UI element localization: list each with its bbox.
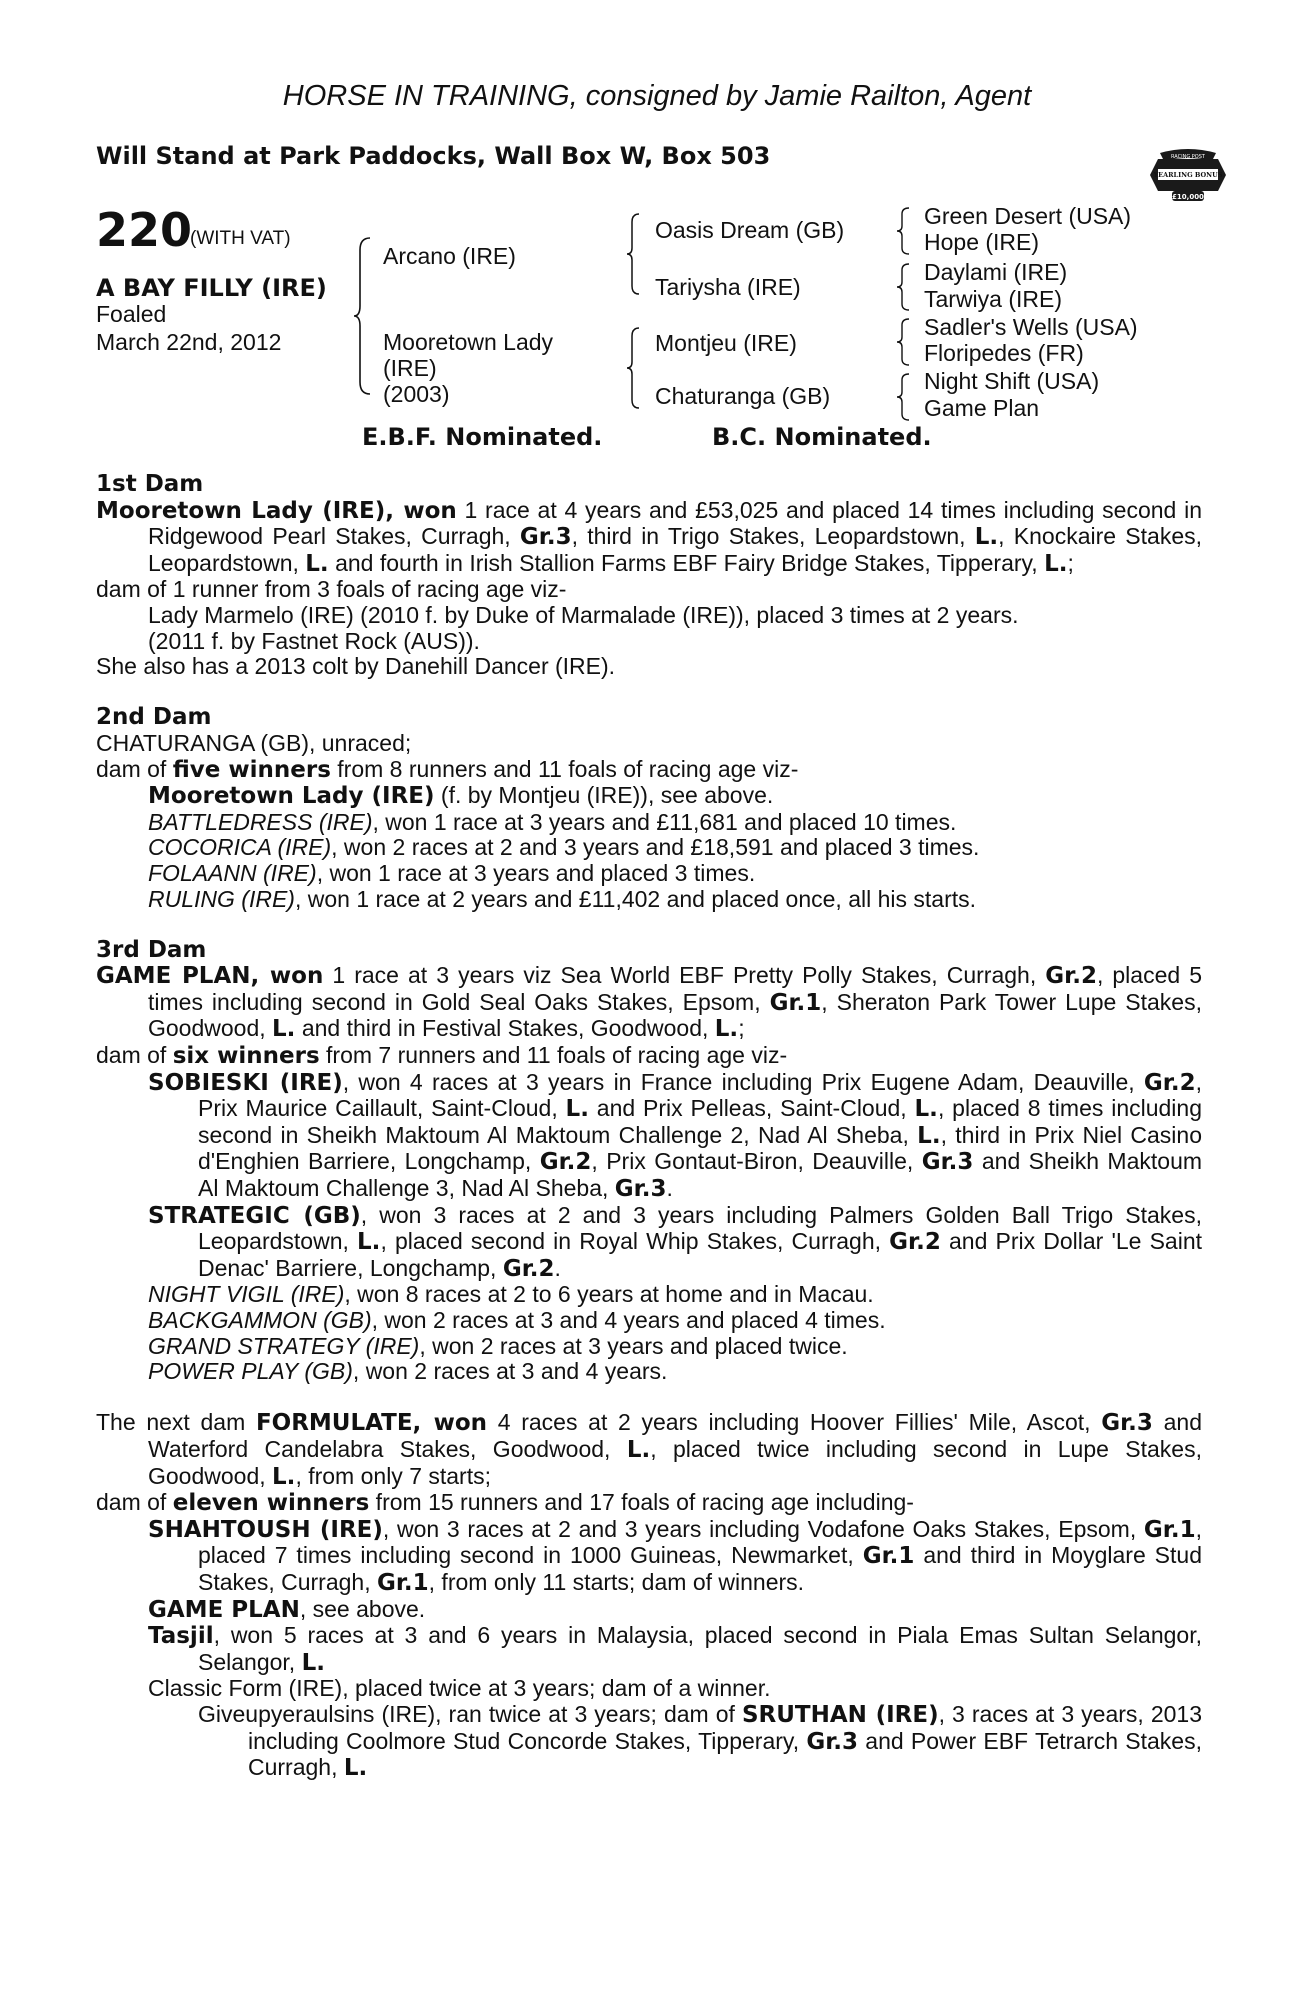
next-dam-produce-summary: dam of eleven winners from 15 runners and 17 foals of racing age including- bbox=[96, 1489, 914, 1517]
third-dam-record: GAME PLAN, won 1 race at 3 years viz Sea World EBF Pretty Polly Stakes, Curragh, Gr.2, placed 5 times including second in Gold Seal Oaks Stakes, Epsom, Gr.1, Sheraton Park Tower Lupe Stakes, Goodwood, L. and third in Festival Stakes, Goodwood, L.; bbox=[96, 962, 1203, 1043]
lot-number: 220 bbox=[96, 203, 193, 257]
yearling-bonus-badge bbox=[1146, 147, 1230, 208]
first-dam-produce-item: Lady Marmelo (IRE) (2010 f. by Duke of Marmalade (IRE)), placed 3 times at 2 years. bbox=[148, 601, 1019, 628]
pedigree-dam-line3: (2003) bbox=[383, 381, 450, 407]
pedigree-dam-dam: Chaturanga (GB) bbox=[655, 383, 831, 409]
pedigree-brace-main bbox=[352, 236, 372, 396]
first-dam-record: Mooretown Lady (IRE), won 1 race at 4 years and £53,025 and placed 14 times including second in Ridgewood Pearl Stakes, Curragh, Gr.3, third in Trigo Stakes, Leopardstown, L., Knockaire Stakes, Leopardstown, L. and fourth in Irish Stallion Farms EBF Fairy Bridge Stakes, Tipperary, L.; bbox=[96, 496, 1202, 577]
first-dam-produce-summary: dam of 1 runner from 3 foals of racing age viz- bbox=[96, 576, 567, 603]
first-dam-section bbox=[96, 472, 1202, 680]
pedigree-sire-sire: Oasis Dream (GB) bbox=[655, 217, 845, 243]
second-dam-record: CHATURANGA (GB), unraced; bbox=[96, 729, 412, 756]
pedigree-brace-ss bbox=[895, 206, 911, 256]
next-dam-produce-item: GAME PLAN, see above. bbox=[148, 1595, 426, 1623]
page-title: HORSE IN TRAINING, consigned by Jamie Railton, Agent bbox=[282, 80, 1032, 112]
second-dam-produce-item: BATTLEDRESS (IRE), won 1 race at 3 years and £11,681 and placed 10 times. bbox=[148, 808, 957, 835]
pedigree-sss: Green Desert (USA) bbox=[924, 203, 1132, 229]
next-dam-grand-produce: Giveupyeraulsins (IRE), ran twice at 3 years; dam of SRUTHAN (IRE), 3 races at 3 years, 2013 including Coolmore Stud Concorde Stakes, Tipperary, Gr.3 and Power EBF Tetrarch Stakes, Curragh, L. bbox=[198, 1700, 1203, 1782]
pedigree-brace-dam bbox=[625, 326, 641, 410]
next-dam-section bbox=[96, 1410, 1202, 1781]
second-dam-produce-item: RULING (IRE), won 1 race at 2 years and £11,402 and placed once, all his starts. bbox=[148, 885, 977, 912]
pedigree-sdd: Tarwiya (IRE) bbox=[924, 286, 1063, 312]
next-dam-produce-item: Tasjil, won 5 races at 3 and 6 years in Malaysia, placed second in Piala Emas Sultan Selangor, Selangor, L. bbox=[148, 1622, 1202, 1676]
badge-icon bbox=[1146, 147, 1230, 203]
pedigree-dss: Sadler's Wells (USA) bbox=[924, 314, 1138, 340]
lot-vat: (WITH VAT) bbox=[190, 228, 291, 249]
pedigree-sire: Arcano (IRE) bbox=[383, 243, 516, 269]
foaled-date: March 22nd, 2012 bbox=[96, 329, 282, 355]
pedigree-ddd: Game Plan bbox=[924, 395, 1040, 421]
third-dam-section bbox=[96, 938, 1202, 1385]
pedigree-sds: Daylami (IRE) bbox=[924, 259, 1068, 285]
first-dam-note: She also has a 2013 colt by Danehill Dancer (IRE). bbox=[96, 653, 616, 680]
third-dam-produce-item: STRATEGIC (GB), won 3 races at 2 and 3 years including Palmers Golden Ball Trigo Stakes, Leopardstown, L., placed second in Royal Whip Stakes, Curragh, Gr.2 and Prix Dollar 'Le Saint Denac' Barriere, Longchamp, Gr.2. bbox=[148, 1201, 1203, 1282]
third-dam-heading: 3rd Dam bbox=[96, 936, 207, 963]
pedigree-brace-ds bbox=[895, 317, 911, 367]
second-dam-heading: 2nd Dam bbox=[96, 704, 212, 731]
pedigree-sire-dam: Tariysha (IRE) bbox=[655, 274, 801, 300]
catalogue-body bbox=[96, 472, 1202, 1782]
second-dam-section bbox=[96, 705, 1202, 912]
svg-text:£10,000: £10,000 bbox=[1172, 193, 1204, 201]
pedigree-dsd: Floripedes (FR) bbox=[924, 340, 1084, 366]
pedigree-ssd: Hope (IRE) bbox=[924, 229, 1040, 255]
third-dam-produce-item: GRAND STRATEGY (IRE), won 2 races at 3 years and placed twice. bbox=[148, 1332, 848, 1359]
first-dam-heading: 1st Dam bbox=[96, 471, 204, 497]
ebf-nominated: E.B.F. Nominated. bbox=[362, 423, 603, 451]
third-dam-produce-summary: dam of six winners from 7 runners and 11 foals of racing age viz- bbox=[96, 1042, 788, 1070]
second-dam-produce-summary: dam of five winners from 8 runners and 11 foals of racing age viz- bbox=[96, 755, 799, 783]
third-dam-produce-item: NIGHT VIGIL (IRE), won 8 races at 2 to 6 years at home and in Macau. bbox=[148, 1281, 874, 1308]
pedigree-brace-sire bbox=[625, 212, 641, 296]
third-dam-produce-item: SOBIESKI (IRE), won 4 races at 3 years in France including Prix Eugene Adam, Deauville, Gr.2, Prix Maurice Caillault, Saint-Cloud, L. and Prix Pelleas, Saint-Cloud, L., placed 8 times including second in Sheikh Maktoum Al Maktoum Challenge 2, Nad Al Sheba, L., third in Prix Niel Casino d'Enghien Barriere, Longchamp, Gr.2, Prix Gontaut-Biron, Deauville, Gr.3 and Sheikh Maktoum Al Maktoum Challenge 3, Nad Al Sheba, Gr.3. bbox=[148, 1068, 1203, 1203]
svg-text:RACING POST: RACING POST bbox=[1171, 154, 1205, 160]
pedigree-dam-sire: Montjeu (IRE) bbox=[655, 330, 797, 356]
next-dam-record: The next dam FORMULATE, won 4 races at 2 years including Hoover Fillies' Mile, Ascot, Gr.3 and Waterford Candelabra Stakes, Goodwood, L., placed twice including second in Lupe Stakes, Goodwood, L., from only 7 starts; bbox=[96, 1409, 1202, 1490]
pedigree-dam-line2: (IRE) bbox=[383, 355, 437, 381]
pedigree-brace-dd bbox=[895, 372, 911, 422]
horse-name: A BAY FILLY (IRE) bbox=[96, 274, 327, 302]
next-dam-produce-item: SHAHTOUSH (IRE), won 3 races at 2 and 3 years including Vodafone Oaks Stakes, Epsom, Gr.1, placed 7 times including second in 1000 Guineas, Newmarket, Gr.1 and third in Moyglare Stud Stakes, Curragh, Gr.1, from only 11 starts; dam of winners. bbox=[148, 1515, 1202, 1596]
third-dam-produce-item: POWER PLAY (GB), won 2 races at 3 and 4 years. bbox=[148, 1358, 668, 1385]
pedigree-dam-line1: Mooretown Lady bbox=[383, 329, 554, 355]
third-dam-produce-item: BACKGAMMON (GB), won 2 races at 3 and 4 years and placed 4 times. bbox=[148, 1307, 886, 1333]
stand-location: Will Stand at Park Paddocks, Wall Box W, Box 503 bbox=[96, 142, 771, 170]
first-dam-produce-item: (2011 f. by Fastnet Rock (AUS)). bbox=[148, 627, 480, 654]
pedigree-dds: Night Shift (USA) bbox=[924, 368, 1100, 394]
svg-text:YEARLING BONUS: YEARLING BONUS bbox=[1153, 171, 1223, 179]
foaled-label: Foaled bbox=[96, 301, 167, 327]
second-dam-produce-item: COCORICA (IRE), won 2 races at 2 and 3 years and £18,591 and placed 3 times. bbox=[148, 834, 980, 861]
next-dam-produce-item: Classic Form (IRE), placed twice at 3 years; dam of a winner. bbox=[148, 1675, 771, 1702]
pedigree-brace-sd bbox=[895, 262, 911, 312]
second-dam-produce-item: Mooretown Lady (IRE) (f. by Montjeu (IRE)), see above. bbox=[148, 782, 774, 810]
second-dam-produce-item: FOLAANN (IRE), won 1 race at 3 years and placed 3 times. bbox=[148, 859, 756, 886]
bc-nominated: B.C. Nominated. bbox=[712, 423, 932, 451]
